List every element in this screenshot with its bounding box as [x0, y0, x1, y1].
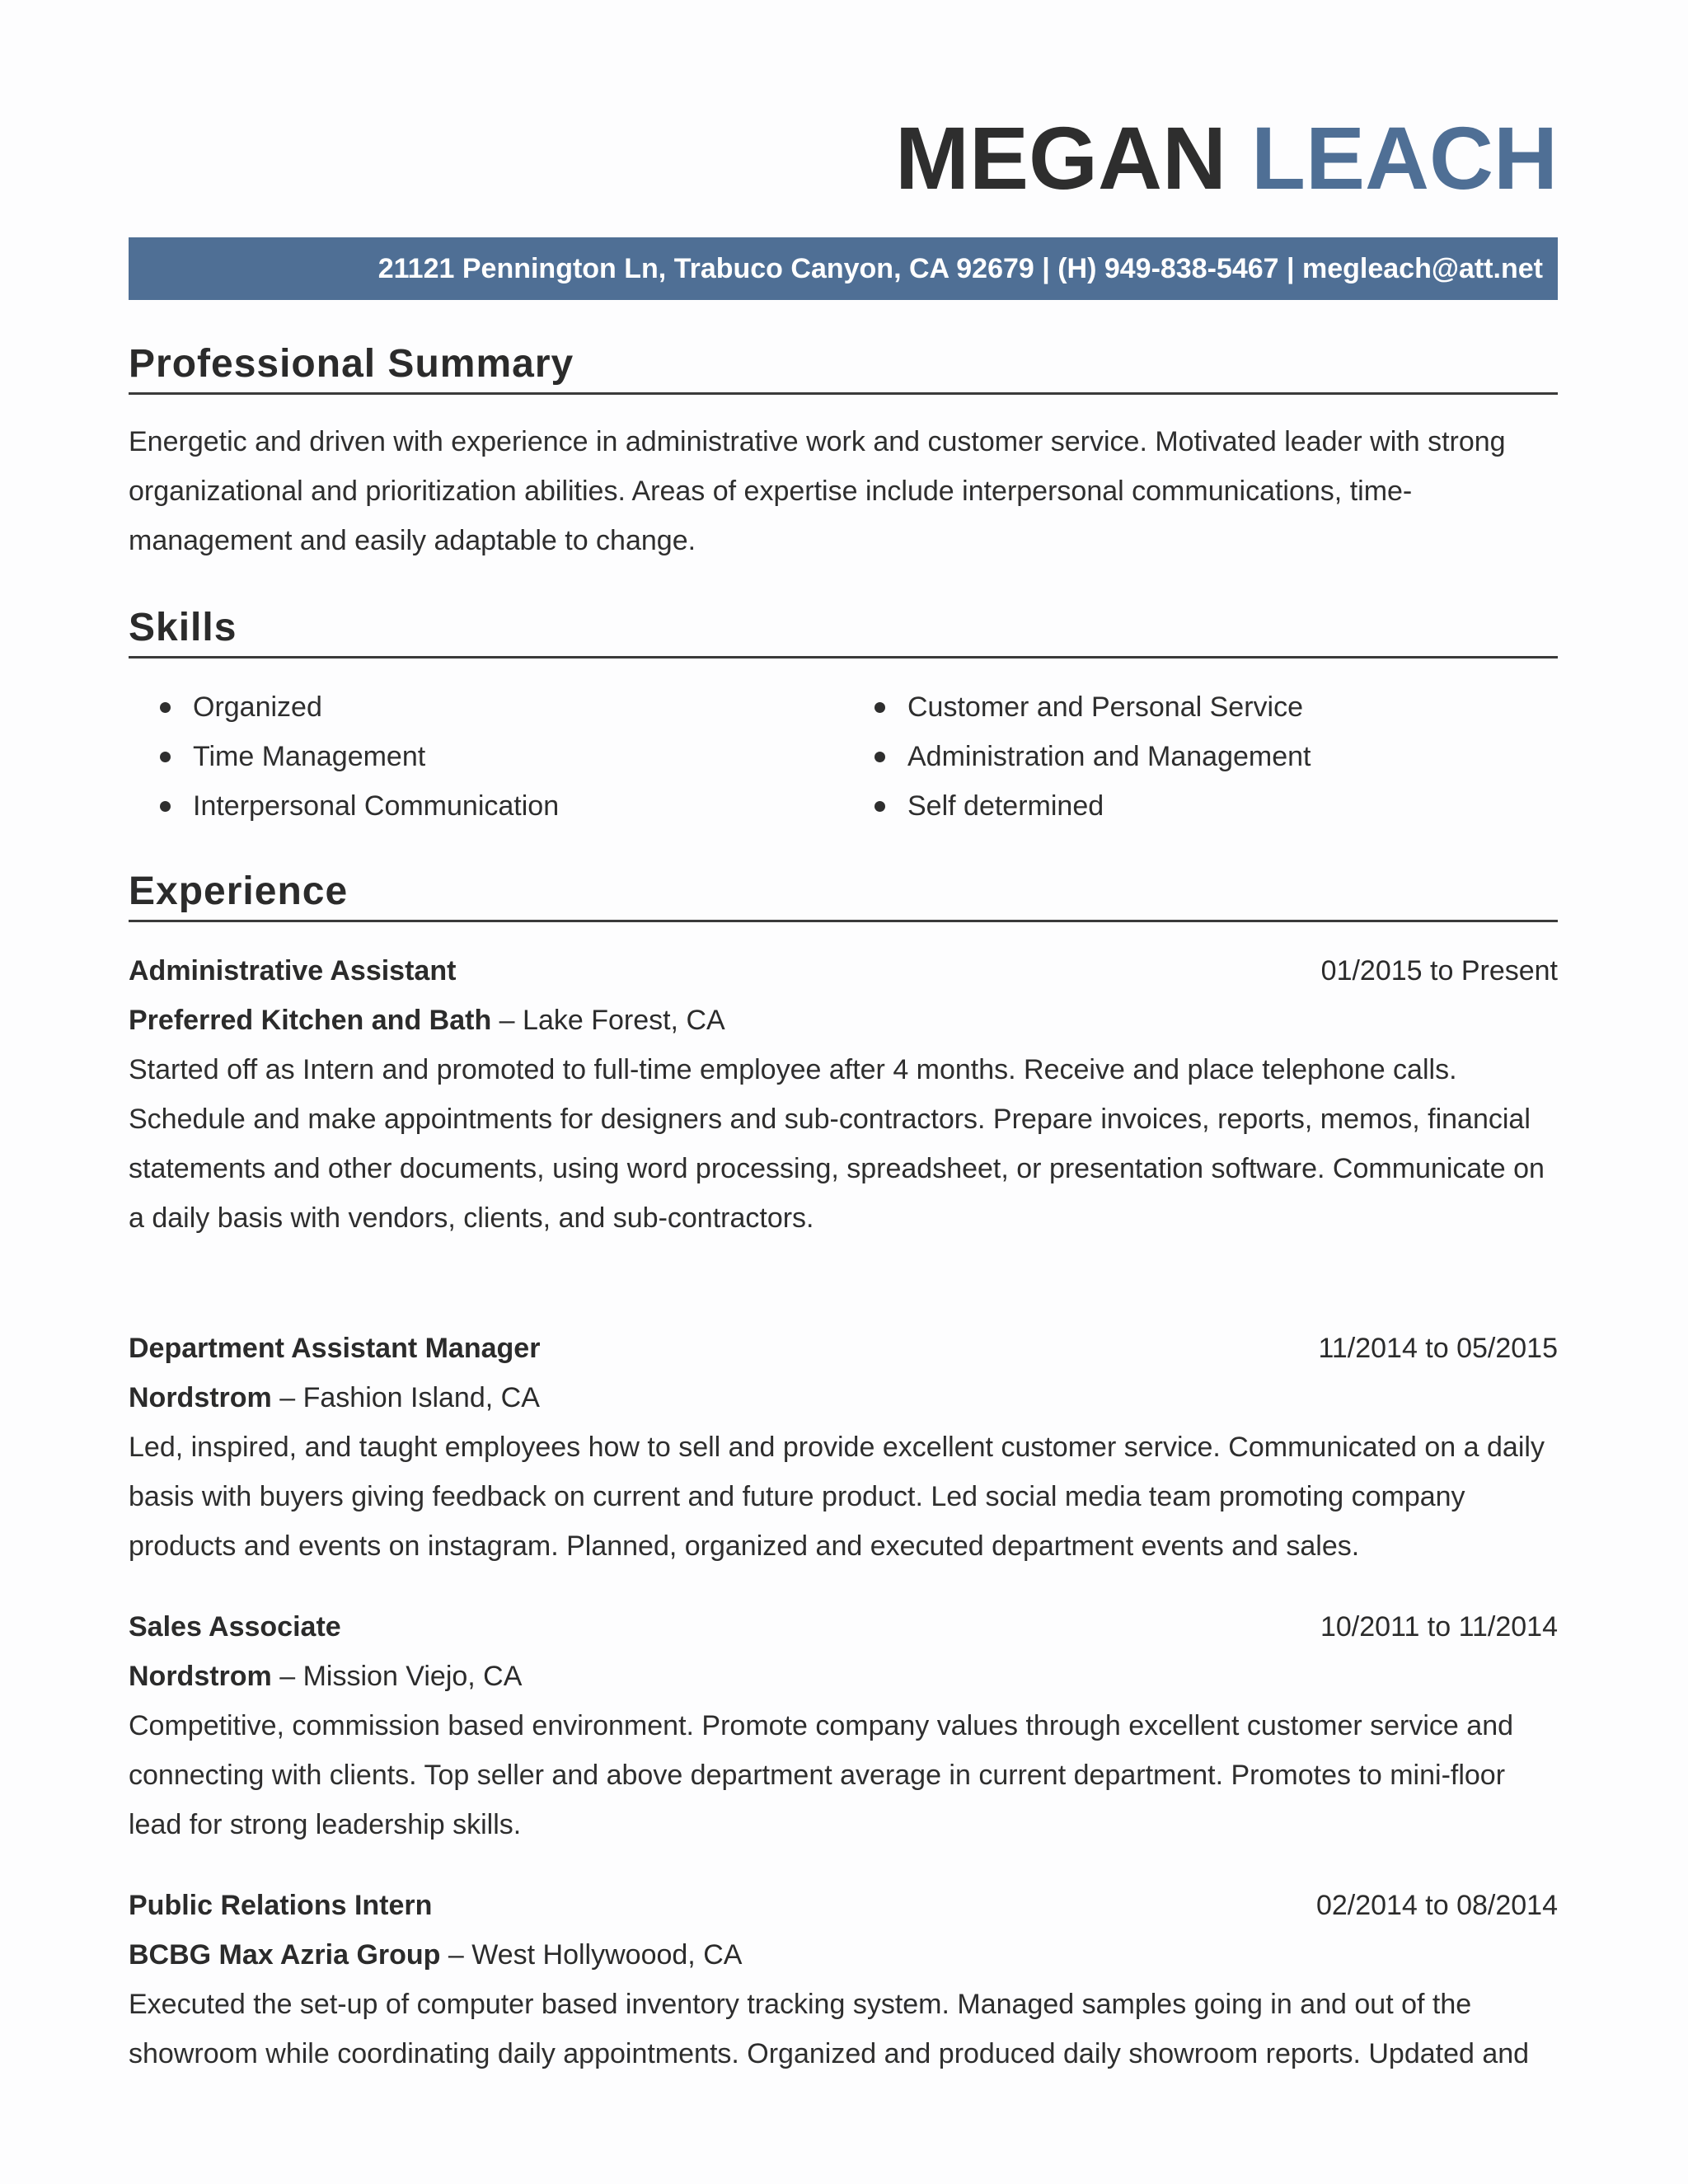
job-location: West Hollywoood, CA: [471, 1939, 743, 1971]
job-header: [129, 1881, 1558, 1930]
job-dates: 02/2014 to 08/2014: [1315, 1890, 1558, 1921]
skill-item: [129, 781, 837, 831]
job-location: Mission Viejo, CA: [302, 1661, 523, 1692]
job-company-line: [129, 1652, 1558, 1701]
job-company: Preferred Kitchen and Bath: [129, 1005, 492, 1036]
separator: –: [271, 1382, 303, 1413]
skill-label: Customer and Personal Service: [907, 691, 1304, 723]
job-description: Led, inspired, and taught employees how to sell and provide excellent customer service. Communicated on a daily basis with buyers giving feedback on current and future product. Led social media team promoting company products and events on instagram. Planned, organized and executed department events and sales.: [129, 1432, 1545, 1562]
job-company-line: [129, 1930, 1558, 1980]
job-location: Lake Forest, CA: [523, 1005, 725, 1036]
job-dates: 11/2014 to 05/2015: [1318, 1333, 1558, 1364]
skills-list-left: [129, 682, 837, 831]
job-entry: [129, 1602, 1558, 1849]
skill-label: Organized: [193, 691, 322, 723]
last-name: LEACH: [1251, 108, 1558, 208]
job-company: Nordstrom: [129, 1661, 272, 1692]
job-company-line: [129, 1373, 1558, 1422]
bullet-icon: [874, 752, 885, 762]
job-entry: [129, 1881, 1558, 2079]
separator: –: [491, 1005, 523, 1036]
job-title: Administrative Assistant: [129, 955, 457, 987]
skill-item: [129, 682, 837, 732]
skill-label: Administration and Management: [907, 741, 1311, 772]
skill-label: Interpersonal Communication: [193, 790, 560, 822]
job-company-line: [129, 996, 1558, 1045]
job-title: Public Relations Intern: [129, 1890, 433, 1921]
skill-item: [843, 682, 1552, 732]
skills-list-right: [843, 682, 1552, 831]
separator: –: [440, 1939, 472, 1971]
skill-item: [843, 732, 1552, 781]
skill-item: [129, 732, 837, 781]
job-entry: [129, 1324, 1558, 1571]
job-dates: 10/2011 to 11/2014: [1320, 1611, 1558, 1643]
bullet-icon: [874, 801, 885, 812]
job-location: Fashion Island, CA: [302, 1382, 540, 1413]
bullet-icon: [160, 752, 171, 762]
job-entry: [129, 946, 1558, 1243]
job-company: BCBG Max Azria Group: [129, 1939, 441, 1971]
candidate-name: [895, 109, 1558, 208]
bullet-icon: [160, 702, 171, 713]
job-header: [129, 1324, 1558, 1373]
summary-text: Energetic and driven with experience in administrative work and customer service. Motivated leader with strong organizational and prioritization abilities. Areas of expertise include interpersonal communications, time-management and easily adaptable to change.: [129, 426, 1506, 556]
job-title: Sales Associate: [129, 1611, 341, 1643]
experience-heading: Experience: [129, 867, 1558, 922]
skills-heading: Skills: [129, 603, 1558, 658]
bullet-icon: [160, 801, 171, 812]
bullet-icon: [874, 702, 885, 713]
job-dates: 01/2015 to Present: [1320, 955, 1558, 987]
first-name: MEGAN: [894, 108, 1226, 208]
skill-item: [843, 781, 1552, 831]
job-description: Started off as Intern and promoted to full-time employee after 4 months. Receive and place telephone calls. Schedule and make appointments for designers and sub-contractors. Prepare invoices, reports, memos, financial statements and other documents, using word processing, spreadsheet, or presentation software. Communicate on a daily basis with vendors, clients, and sub-contractors.: [129, 1054, 1545, 1234]
summary-heading: Professional Summary: [129, 340, 1558, 395]
job-company: Nordstrom: [129, 1382, 272, 1413]
job-header: [129, 1602, 1558, 1652]
resume-page: [129, 0, 1558, 2184]
job-title: Department Assistant Manager: [129, 1333, 541, 1364]
job-description: Competitive, commission based environment. Promote company values through excellent customer service and connecting with clients. Top seller and above department average in current department. Promotes to mini-floor lead for strong leadership skills.: [129, 1710, 1514, 1840]
job-header: [129, 946, 1558, 996]
contact-bar: 21121 Pennington Ln, Trabuco Canyon, CA 92679 | (H) 949-838-5467 | megleach@att.net: [129, 237, 1558, 300]
job-description: Executed the set-up of computer based inventory tracking system. Managed samples going in and out of the showroom while coordinating daily appointments. Organized and produced daily showroom reports. Updated and: [129, 1989, 1530, 2069]
skill-label: Self determined: [907, 790, 1104, 822]
skill-label: Time Management: [193, 741, 426, 772]
separator: –: [271, 1661, 303, 1692]
